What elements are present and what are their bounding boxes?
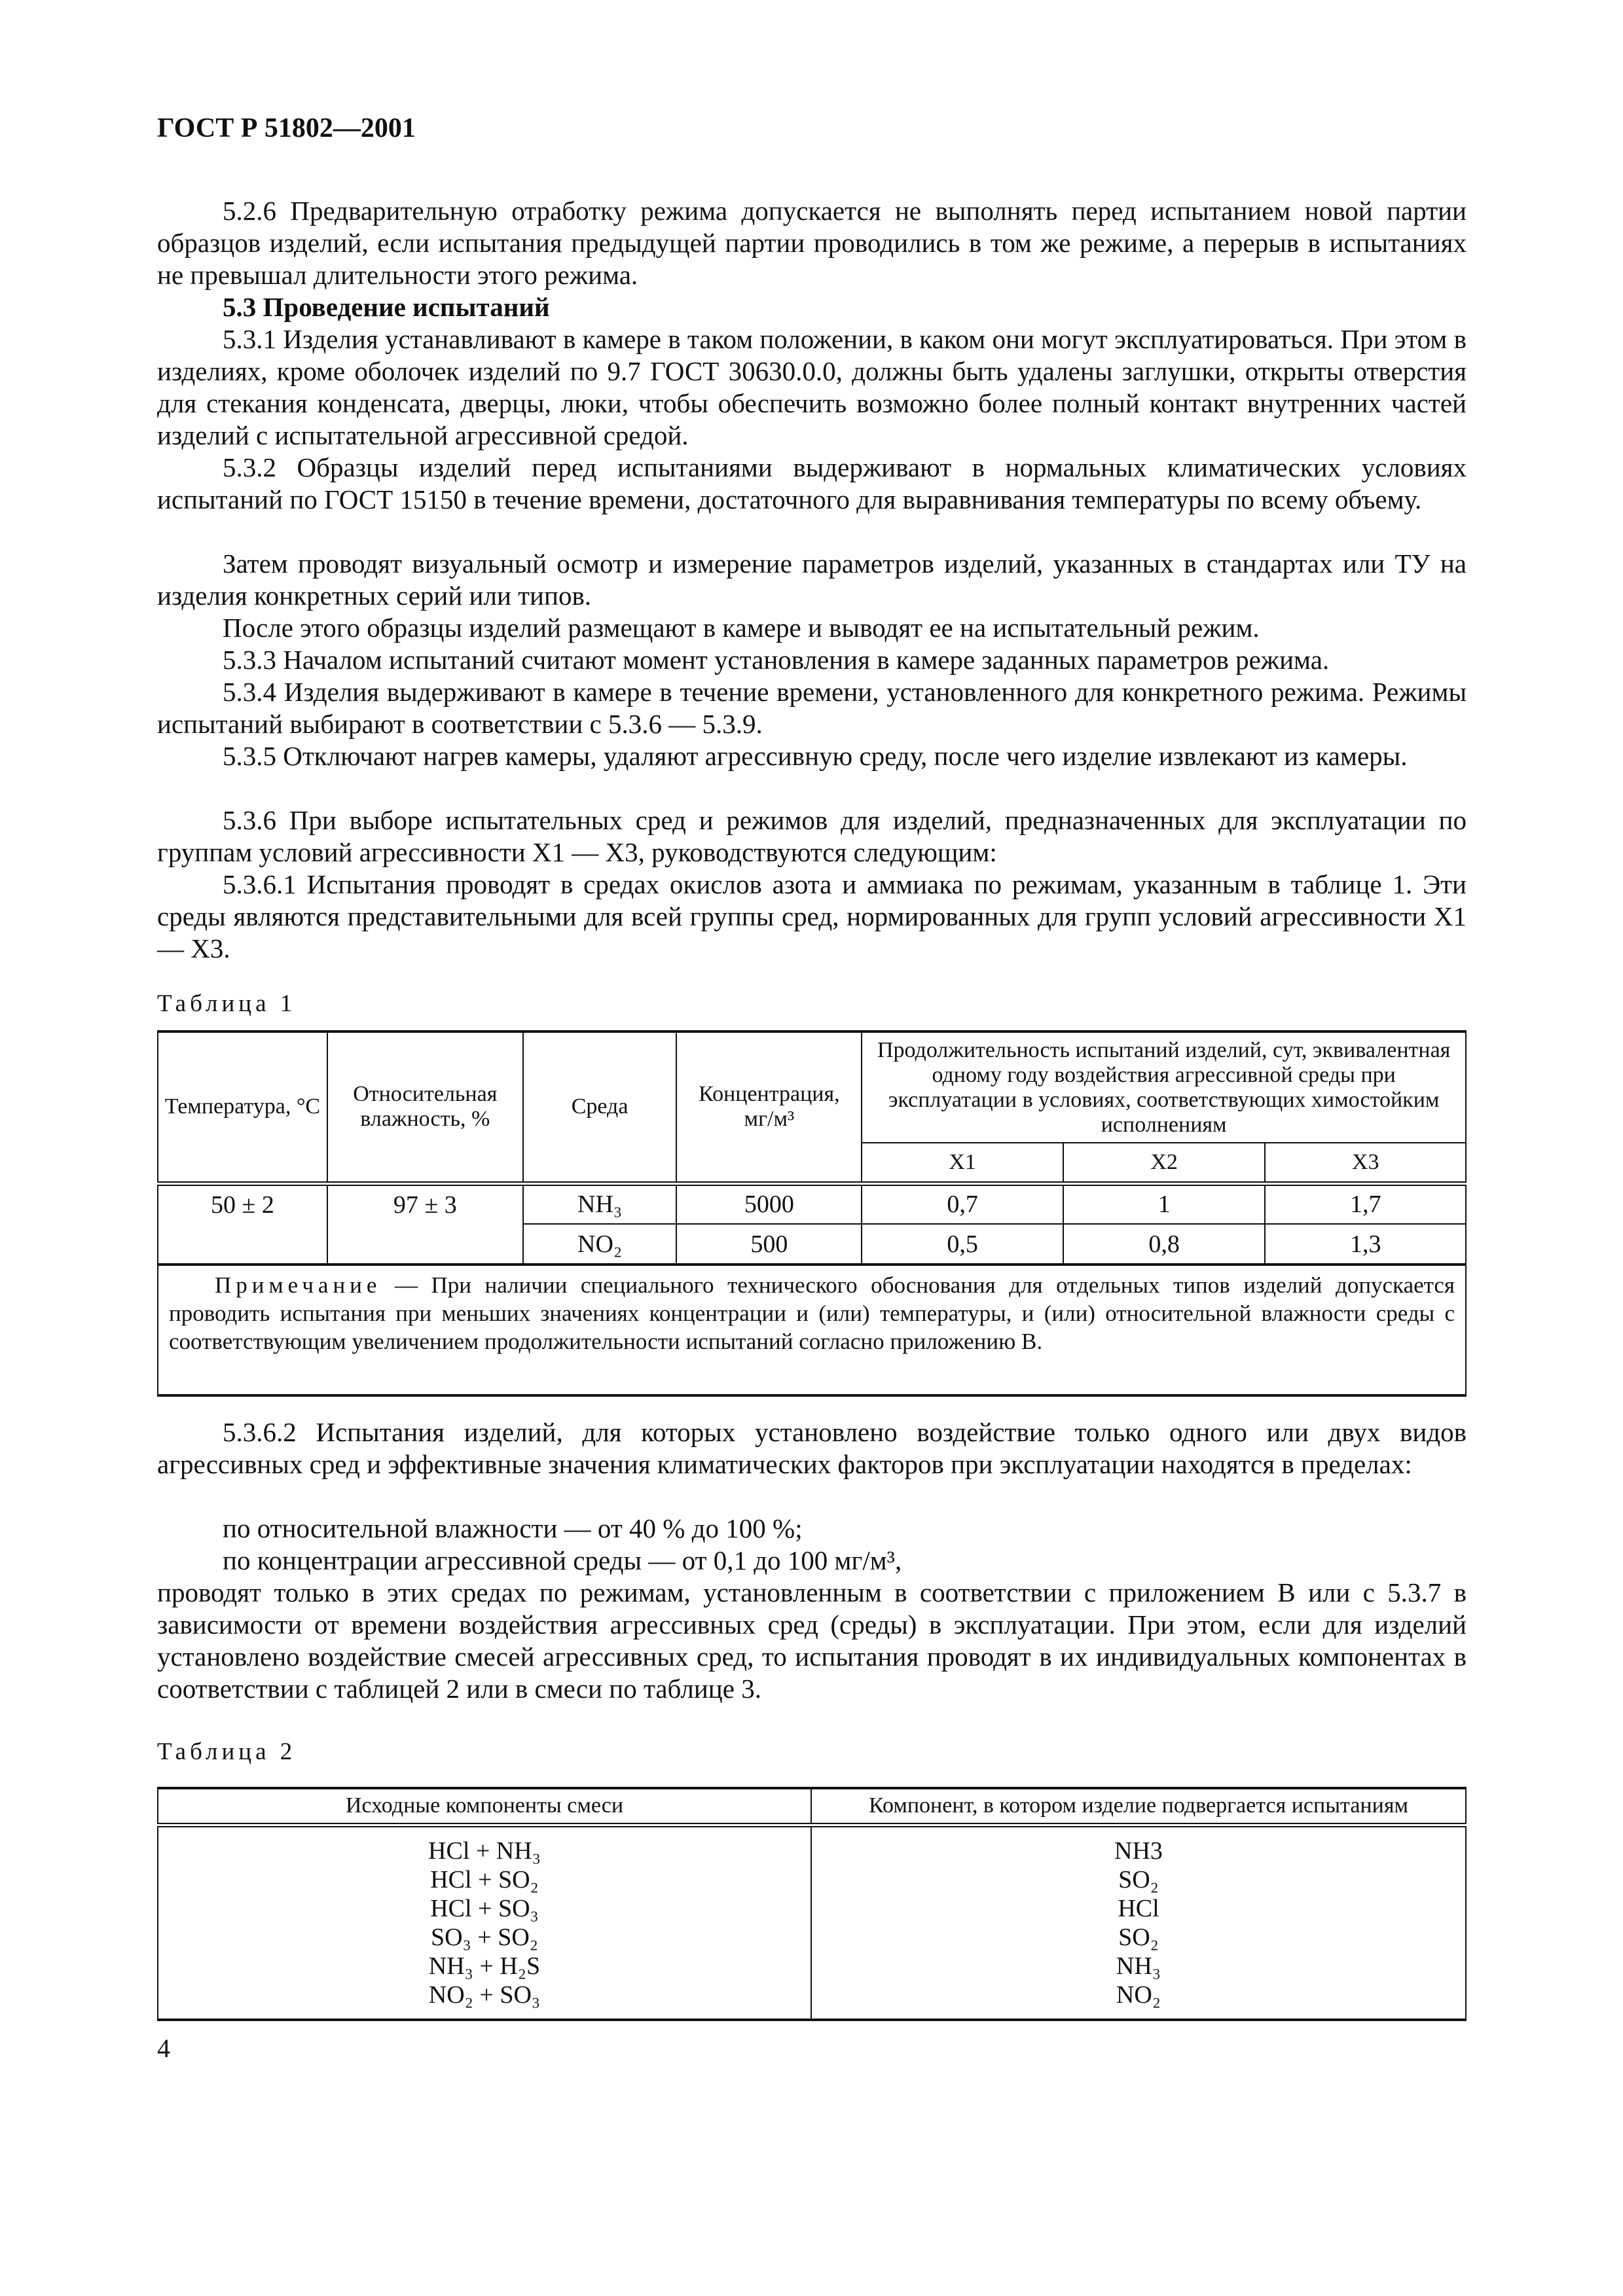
component-item: NH3 — [1114, 1837, 1163, 1865]
header-component: Компонент, в котором изделие подвергается испытаниям — [811, 1788, 1466, 1825]
cell-x3: 1,3 — [1265, 1224, 1466, 1265]
header-mixture: Исходные компоненты смеси — [158, 1788, 811, 1825]
component-list — [811, 1825, 1466, 2020]
component-item: NH₃ — [1116, 1952, 1161, 1980]
paragraph-5-3-5: 5.3.5 Отключают нагрев камеры, удаляют агрессивную среду, после чего изделие извлекают из камеры. — [223, 741, 1408, 771]
mixture-item: HCl + SO₂ — [430, 1865, 539, 1893]
cell-temperature: 50 ± 2 — [158, 1183, 327, 1265]
cell-x2: 1 — [1063, 1183, 1266, 1224]
section-heading-5-3: 5.3 Проведение испытаний — [223, 292, 550, 322]
component-item: SO₂ — [1118, 1865, 1159, 1893]
table1-caption: Таблица 1 — [157, 990, 297, 1017]
cell-concentration: 5000 — [676, 1183, 862, 1224]
mixture-item: HCl + SO₃ — [430, 1894, 539, 1922]
paragraph-5-3-2-placement: После этого образцы изделий размещают в камере и выводят ее на испытательный режим. — [223, 613, 1260, 643]
cell-medium: NH₃ — [523, 1183, 677, 1224]
paragraph-5-3-6: 5.3.6 При выборе испытательных сред и режимов для изделий, предназначенных для эксплуатации по группам условий агрессивности Х1 — Х3, руководствуются следующим: — [157, 805, 1467, 867]
header-x3: Х3 — [1265, 1143, 1466, 1183]
table2-caption: Таблица 2 — [157, 1738, 297, 1765]
mixture-item: NO₂ + SO₃ — [428, 1981, 541, 2009]
cell-concentration: 500 — [676, 1224, 862, 1265]
mixture-item: NH₃ + H₂S — [428, 1952, 541, 1980]
table-2 — [157, 1787, 1467, 2021]
document-header: ГОСТ Р 51802—2001 — [157, 113, 416, 143]
table1-note — [158, 1265, 1466, 1395]
mixture-item: SO₃ + SO₂ — [430, 1923, 539, 1951]
paragraph-test-procedure: проводят только в этих средах по режимам, установленным в соответствии с приложением В или с 5.3.7 в зависимости от времени воздействия агрессивных сред (среды) в эксплуатации. При этом, если для изделий установлено воздействие смесей агрессивных сред, то испытания проводят в их индивидуальных компонентах в соответствии с таблицей 2 или в смеси по таблице 3. — [157, 1577, 1467, 1704]
cell-x3: 1,7 — [1265, 1183, 1466, 1224]
table-1 — [157, 1030, 1467, 1397]
header-x1: Х1 — [862, 1143, 1063, 1183]
paragraph-5-3-3: 5.3.3 Началом испытаний считают момент установления в камере заданных параметров режима. — [223, 645, 1330, 675]
header-x2: Х2 — [1063, 1143, 1266, 1183]
table-row — [158, 1183, 1466, 1224]
cell-humidity: 97 ± 3 — [327, 1183, 523, 1265]
component-item: HCl — [1118, 1894, 1159, 1922]
paragraph-5-3-1: 5.3.1 Изделия устанавливают в камере в таком положении, в каком они могут эксплуатироваться. При этом в изделиях, кроме оболочек изделий по 9.7 ГОСТ 30630.0.0, должны быть удалены заглушки, открыты отверстия для стекания конденсата, дверцы, люки, чтобы обеспечить возможно более полный контакт внутренних частей изделий с испытательной агрессивной средой. — [157, 324, 1467, 450]
paragraph-5-3-6-2: 5.3.6.2 Испытания изделий, для которых установлено воздействие только одного или двух видов агрессивных сред и эффективные значения климатических факторов при эксплуатации находятся в пределах: — [157, 1417, 1467, 1479]
paragraph-5-2-6: 5.2.6 Предварительную отработку режима допускается не выполнять перед испытанием новой партии образцов изделий, если испытания предыдущей партии проводились в том же режиме, а перерыв в испытаниях не превышал длительности этого режима. — [157, 196, 1467, 290]
page-number: 4 — [157, 2034, 170, 2063]
component-item: NO₂ — [1116, 1981, 1161, 2009]
paragraph-5-3-4: 5.3.4 Изделия выдерживают в камере в течение времени, установленного для конкретного режима. Режимы испытаний выбирают в соответствии с 5.3.6 — 5.3.9. — [157, 677, 1467, 739]
paragraph-5-3-2-inspection: Затем проводят визуальный осмотр и измерение параметров изделий, указанных в стандартах или ТУ на изделия конкретных серий или типов. — [157, 548, 1467, 611]
header-duration: Продолжительность испытаний изделий, сут, эквивалентная одному году воздействия агрессивной среды при эксплуатации в условиях, соответствующих химостойким исполнениям — [862, 1031, 1466, 1143]
note-label: Примечание — [215, 1272, 382, 1298]
mixture-item: HCl + NH₃ — [428, 1837, 541, 1865]
paragraph-concentration-range: по концентрации агрессивной среды — от 0,1 до 100 мг/м³, — [223, 1545, 902, 1575]
component-item: SO₂ — [1118, 1923, 1159, 1951]
cell-x1: 0,5 — [862, 1224, 1063, 1265]
paragraph-5-3-6-1: 5.3.6.1 Испытания проводят в средах окислов азота и аммиака по режимам, указанным в таблице 1. Эти среды являются представительными для всей группы сред, нормированных для групп условий агрессивности Х1 — Х3. — [157, 869, 1467, 963]
mixture-list — [158, 1825, 811, 2020]
header-medium: Среда — [523, 1031, 677, 1183]
header-temperature: Температура, °С — [158, 1031, 327, 1183]
cell-x1: 0,7 — [862, 1183, 1063, 1224]
paragraph-5-3-2: 5.3.2 Образцы изделий перед испытаниями выдерживают в нормальных климатических условиях испытаний по ГОСТ 15150 в течение времени, достаточного для выравнивания температуры по всему объему. — [157, 452, 1467, 514]
header-humidity: Относительная влажность, % — [327, 1031, 523, 1183]
cell-x2: 0,8 — [1063, 1224, 1266, 1265]
paragraph-humidity-range: по относительной влажности — от 40 % до 100 %; — [223, 1513, 803, 1543]
header-concentration: Концентрация, мг/м³ — [676, 1031, 862, 1183]
note-text: — При наличии специального технического обоснования для отдельных типов изделий допускается проводить испытания при меньших значениях концентрации и (или) температуры, и (или) относительной влажности среды с соответствующим увеличением продолжительности испытаний согласно приложению В. — [169, 1272, 1455, 1354]
cell-medium: NO₂ — [523, 1224, 677, 1265]
